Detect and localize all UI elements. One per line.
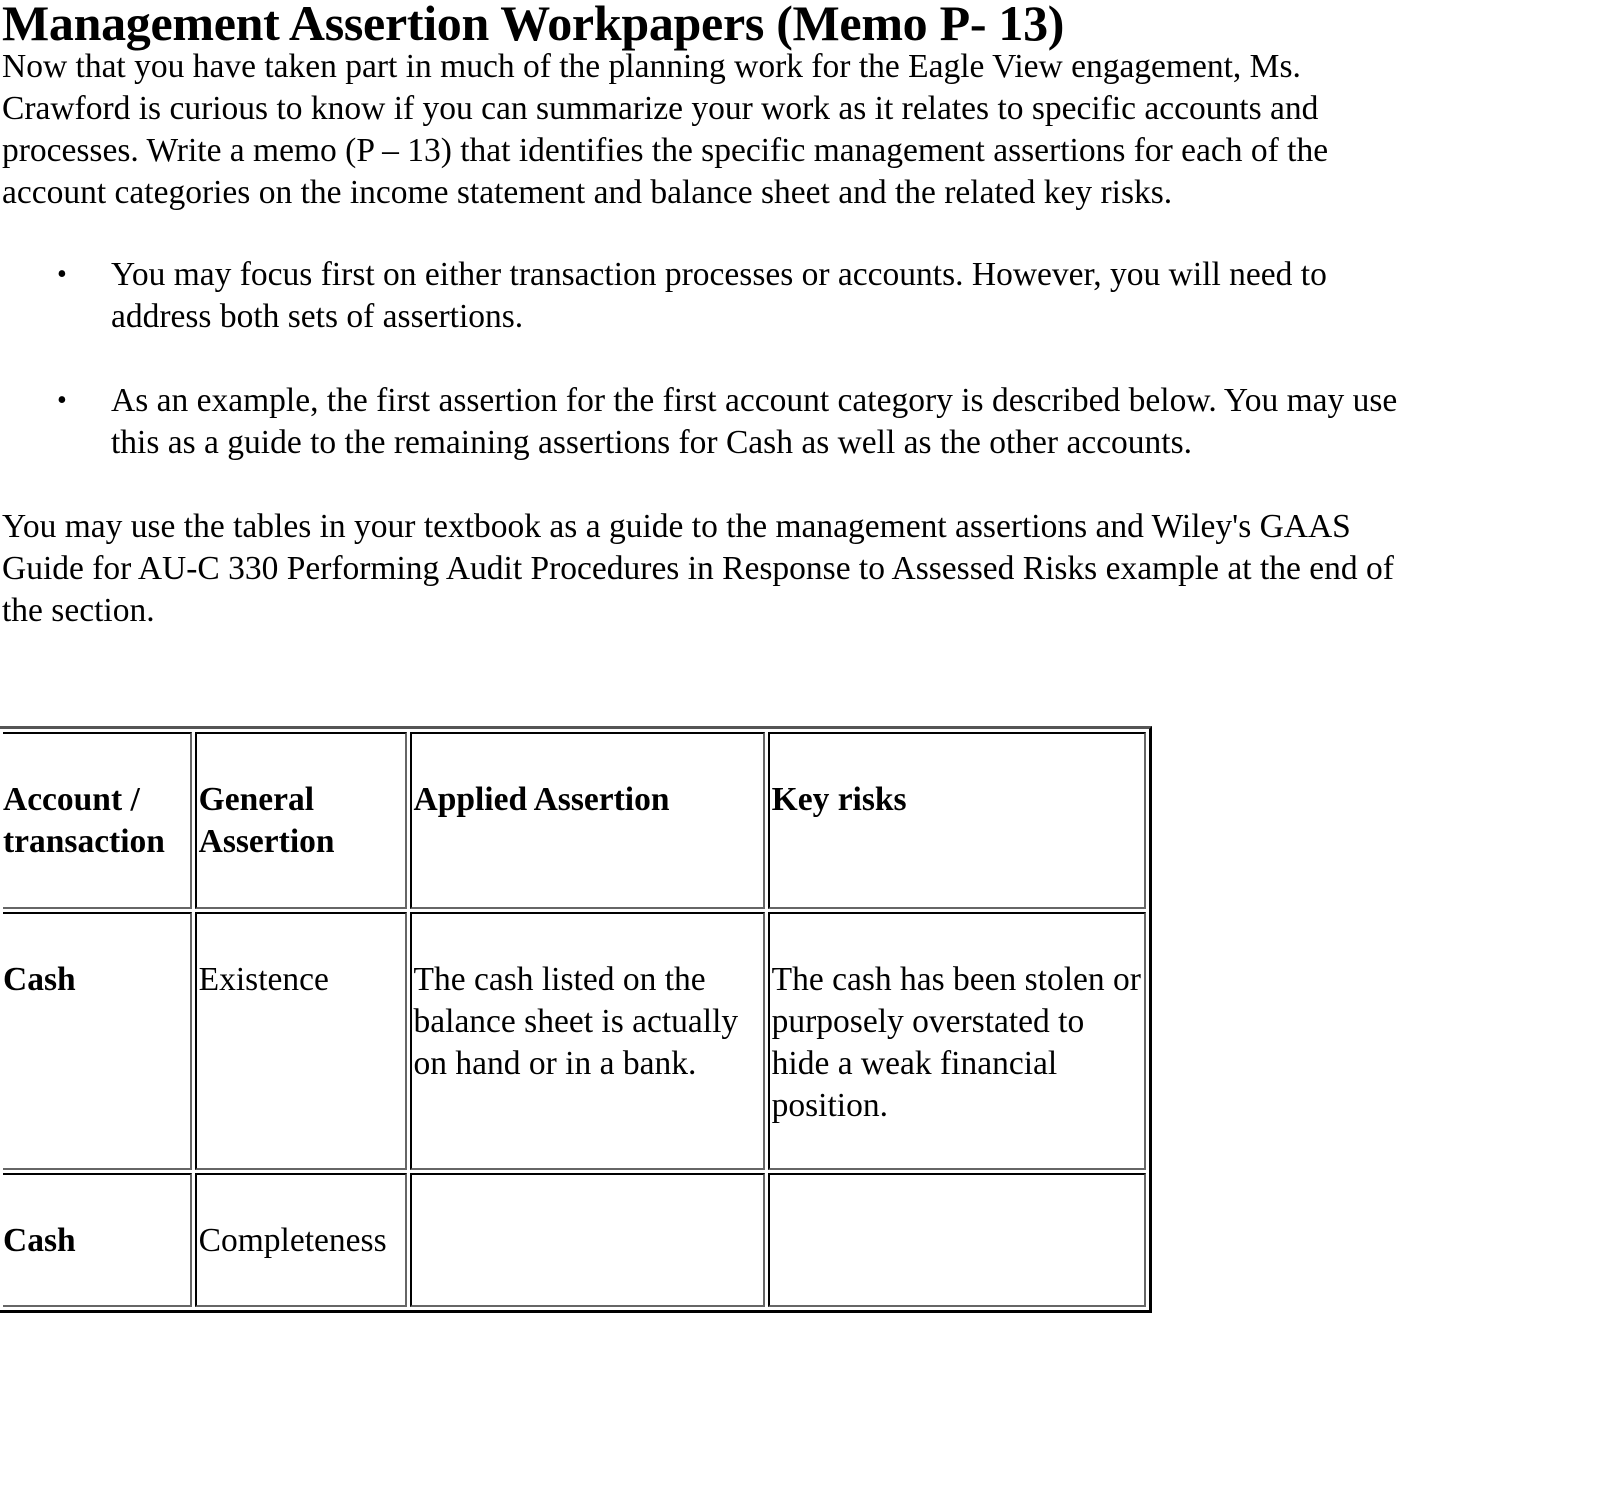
cell-key-risks: The cash has been stolen or purposely overstated to hide a weak financial position.	[768, 912, 1146, 1170]
table-header-row	[3, 732, 1146, 909]
cell-key-risks	[768, 1173, 1146, 1307]
bullet-icon: •	[57, 259, 67, 290]
page-title: Management Assertion Workpapers (Memo P- 13)	[2, 0, 1065, 51]
list-item-text: As an example, the first assertion for the first account category is described below. You may use this as a guide to the remaining assertions for Cash as well as the other accounts.	[111, 382, 1398, 461]
cell-applied-assertion: The cash listed on the balance sheet is actually on hand or in a bank.	[410, 912, 765, 1170]
list-item	[2, 380, 1411, 464]
list-item-text: You may focus first on either transaction processes or accounts. However, you will need to address both sets of assertions.	[111, 256, 1327, 335]
list-item	[2, 254, 1411, 338]
table-row	[3, 912, 1146, 1170]
header-key-risks: Key risks	[768, 732, 1146, 909]
document-page	[2, 0, 1432, 632]
bullet-icon: •	[57, 385, 67, 416]
guide-paragraph: You may use the tables in your textbook as a guide to the management assertions and Wiley's GAAS Guide for AU-C 330 Performing Audit Procedures in Response to Assessed Risks example at the end of the section.	[2, 508, 1394, 629]
header-account: Account / transaction	[3, 732, 192, 909]
table-row	[3, 1173, 1146, 1307]
cell-general-assertion: Existence	[195, 912, 407, 1170]
header-general-assertion: General Assertion	[195, 732, 407, 909]
cell-applied-assertion	[410, 1173, 765, 1307]
instruction-list	[2, 254, 1432, 464]
cell-general-assertion: Completeness	[195, 1173, 407, 1307]
header-applied-assertion: Applied Assertion	[410, 732, 765, 909]
cell-account: Cash	[3, 912, 192, 1170]
intro-paragraph: Now that you have taken part in much of the planning work for the Eagle View engagement, Ms. Crawford is curious to know if you can summarize your work as it relates to specific accounts and processes. Write a memo (P – 13) that identifies the specific management assertions for each of the account categories on the income statement and balance sheet and the related key risks.	[2, 48, 1329, 211]
assertion-table	[0, 726, 1152, 1313]
cell-account: Cash	[3, 1173, 192, 1307]
